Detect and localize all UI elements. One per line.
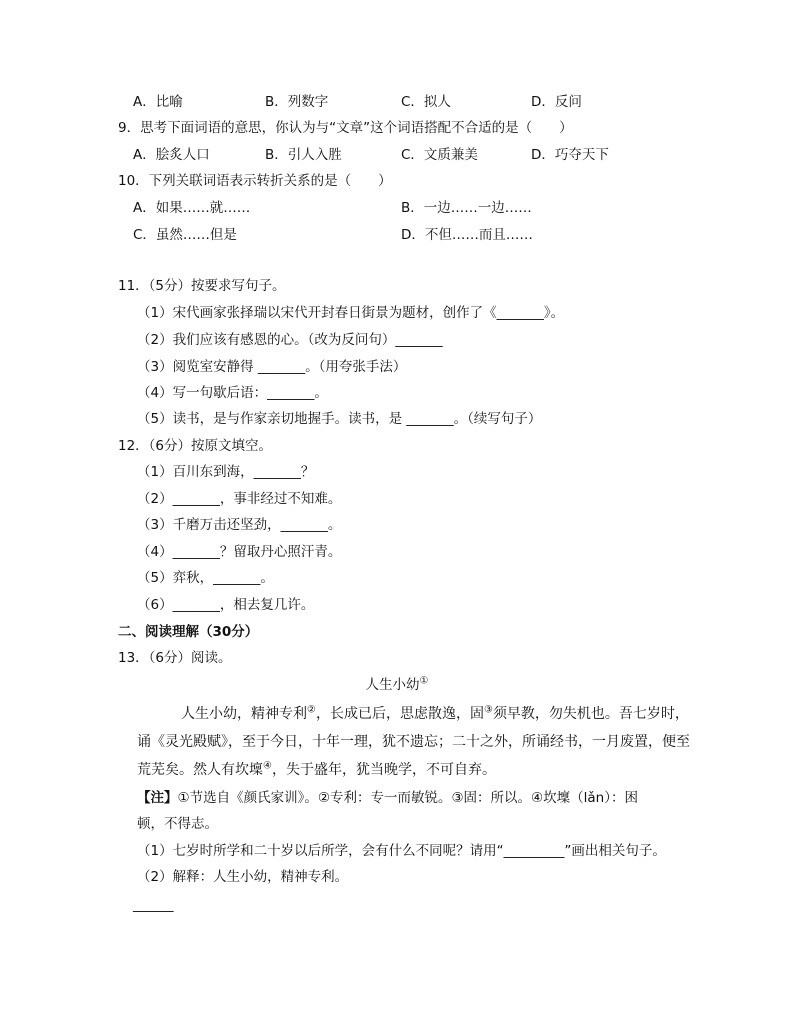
q13-sub-2: （2）解释：人生小幼，精神专利。	[137, 869, 349, 885]
passage-line-1b: ，长成已后，思虑散逸，固	[315, 706, 484, 722]
q12-item-4: （4）_______？留取丹心照汗青。	[137, 544, 342, 560]
q11-item-4: （4）写一句歇后语：_______。	[137, 385, 328, 401]
passage-line-1a: 人生小幼，精神专利	[181, 706, 307, 722]
section-heading-reading: 二、阅读理解（30分）	[118, 624, 259, 640]
footnote-mark-4: ④	[263, 760, 272, 772]
passage-line-3	[137, 761, 496, 779]
q8-option-d: D．反问	[531, 94, 582, 110]
notes-label: 【注】	[137, 790, 178, 806]
notes-line-1	[137, 789, 638, 807]
footnote-mark-2: ②	[307, 704, 316, 716]
passage-title	[0, 676, 794, 694]
q8-option-b: B．列数字	[265, 94, 329, 110]
q10-option-d: D．不但……而且……	[401, 227, 533, 243]
q12-item-5: （5）弈秋，_______。	[137, 570, 274, 586]
q8-option-a: A．比喻	[133, 94, 183, 110]
q9-option-b: B．引人入胜	[265, 147, 342, 163]
footnote-mark-3: ③	[483, 704, 493, 716]
q11-item-5: （5）读书，是与作家亲切地握手。读书，是 _______。（续写句子）	[137, 411, 542, 427]
q11-item-3: （3）阅览室安静得 _______。（用夸张手法）	[137, 359, 407, 375]
passage-title-text: 人生小幼	[365, 677, 420, 693]
passage-title-footnote-mark: ①	[419, 675, 429, 687]
q10-stem: 10．下列关联词语表示转折关系的是（ ）	[118, 173, 392, 189]
q9-option-d: D．巧夺天下	[531, 147, 609, 163]
answer-blank[interactable]: ______	[133, 897, 174, 913]
passage-line-3b: ，失于盛年，犹当晚学，不可自弃。	[271, 762, 496, 778]
q9-stem: 9．思考下面词语的意思，你认为与“文章”这个词语搭配不合适的是（ ）	[118, 120, 573, 136]
q11-item-1: （1）宋代画家张择瑞以宋代开封春日街景为题材，创作了《_______》。	[137, 305, 565, 321]
q10-option-c: C．虽然……但是	[133, 227, 237, 243]
passage-line-2: 诵《灵光殿赋》，至于今日，十年一理，犹不遗忘；二十之外，所诵经书，一月废置，便至	[137, 734, 690, 750]
q10-option-b: B．一边……一边……	[401, 200, 532, 216]
q13-sub-1: （1）七岁时所学和二十岁以后所学，会有什么不同呢？请用“_________”画出相关句子。	[137, 843, 666, 859]
q10-option-a: A．如果……就……	[133, 200, 251, 216]
notes-text-1: ①节选自《颜氏家训》。②专利：专一而敏锐。③固：所以。④坎壈（lǎn）：困	[177, 790, 638, 806]
notes-line-2: 顿，不得志。	[137, 816, 218, 832]
q12-item-2: （2）_______，事非经过不知难。	[137, 491, 342, 507]
q12-item-3: （3）千磨万击还坚劲，_______。	[137, 517, 342, 533]
q13-stem: 13．（6分）阅读。	[118, 650, 232, 666]
passage-line-1c: 须早教，勿失机也。吾七岁时，	[492, 706, 689, 722]
q12-stem: 12．（6分）按原文填空。	[118, 438, 273, 454]
q8-option-c: C．拟人	[401, 94, 451, 110]
passage-line-3a: 荒芜矣。然人有坎壈	[137, 762, 263, 778]
q9-option-c: C．文质兼美	[401, 147, 478, 163]
q11-item-2: （2）我们应该有感恩的心。（改为反问句）_______	[137, 332, 443, 348]
q11-stem: 11．（5分）按要求写句子。	[118, 278, 286, 294]
passage-line-1	[181, 705, 689, 723]
q12-item-1: （1）百川东到海，_______？	[137, 464, 315, 480]
q12-item-6: （6）_______，相去复几许。	[137, 597, 315, 613]
q9-option-a: A．脍炙人口	[133, 147, 210, 163]
